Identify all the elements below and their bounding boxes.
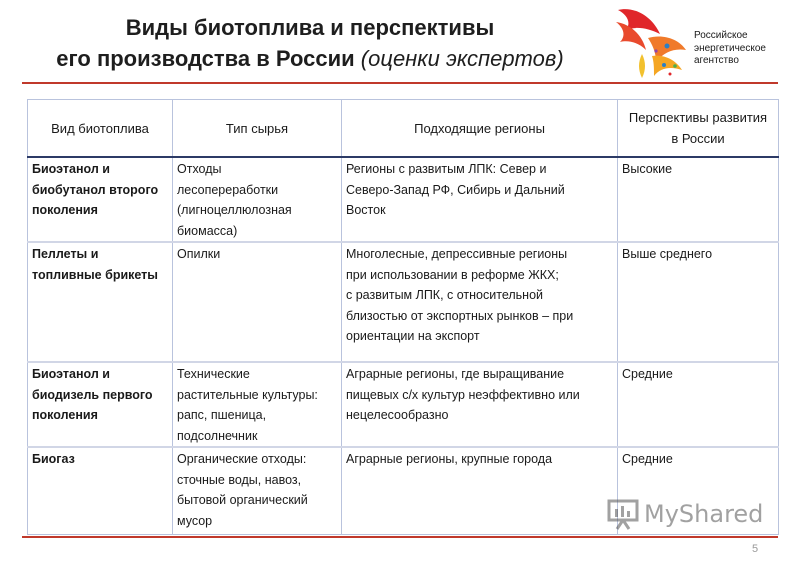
cell-regions: Регионы с развитым ЛПК: Север и Северо-Запад РФ, Сибирь и Дальний Восток <box>342 157 618 242</box>
page-number: 5 <box>752 543 759 555</box>
biofuel-table <box>27 99 779 535</box>
table-row <box>28 242 779 362</box>
cell-biofuel-type: Биоэтанол и биобутанол второго поколения <box>28 157 173 242</box>
header-biofuel-type: Вид биотоплива <box>28 100 173 158</box>
watermark <box>606 497 763 531</box>
cell-feedstock: Отходы лесопереработки (лигноцеллюлозная биомасса) <box>173 157 342 242</box>
cell-outlook: Выше среднего <box>618 242 779 362</box>
logo-line-2: энергетическое <box>694 42 766 54</box>
cell-feedstock: Опилки <box>173 242 342 362</box>
cell-outlook: Средние <box>618 447 779 534</box>
logo-line-3: агентство <box>694 55 739 66</box>
logo-line-1: Российское <box>694 30 748 41</box>
cell-regions: Аграрные регионы, крупные города <box>342 447 618 534</box>
cell-outlook: Средние <box>618 362 779 447</box>
cell-outlook: Высокие <box>618 157 779 242</box>
top-divider <box>22 82 778 84</box>
table-row <box>28 362 779 447</box>
cell-feedstock: Технические растительные культуры: рапс, пшеница, подсолнечник <box>173 362 342 447</box>
slide-title <box>20 12 600 74</box>
header-feedstock: Тип сырья <box>173 100 342 158</box>
header-outlook: Перспективы развития в России <box>618 100 779 158</box>
title-line-2-italic: (оценки экспертов) <box>360 46 564 71</box>
title-line-2-bold: его производства в России <box>56 46 355 71</box>
header-regions: Подходящие регионы <box>342 100 618 158</box>
table-row <box>28 157 779 242</box>
bottom-divider <box>22 536 778 538</box>
title-line-1: Виды биотоплива и перспективы <box>125 15 495 40</box>
cell-feedstock: Органические отходы: сточные воды, навоз, бытовой органический мусор <box>173 447 342 534</box>
logo-text <box>694 30 798 68</box>
presentation-board-icon <box>606 497 640 531</box>
cell-biofuel-type: Пеллеты и топливные брикеты <box>28 242 173 362</box>
watermark-text: MyShared <box>644 500 764 528</box>
bird-logo-icon <box>612 4 692 82</box>
cell-regions: Многолесные, депрессивные регионы при использовании в реформе ЖКХ; с развитым ЛПК, с относительной близостью от экспортных рынков – при ориентации на экспорт <box>342 242 618 362</box>
cell-regions: Аграрные регионы, где выращивание пищевых с/х культур неэффективно или нецелесообразно <box>342 362 618 447</box>
table-header-row <box>28 100 779 158</box>
cell-biofuel-type: Биоэтанол и биодизель первого поколения <box>28 362 173 447</box>
title-line-2 <box>20 43 600 74</box>
cell-biofuel-type: Биогаз <box>28 447 173 534</box>
